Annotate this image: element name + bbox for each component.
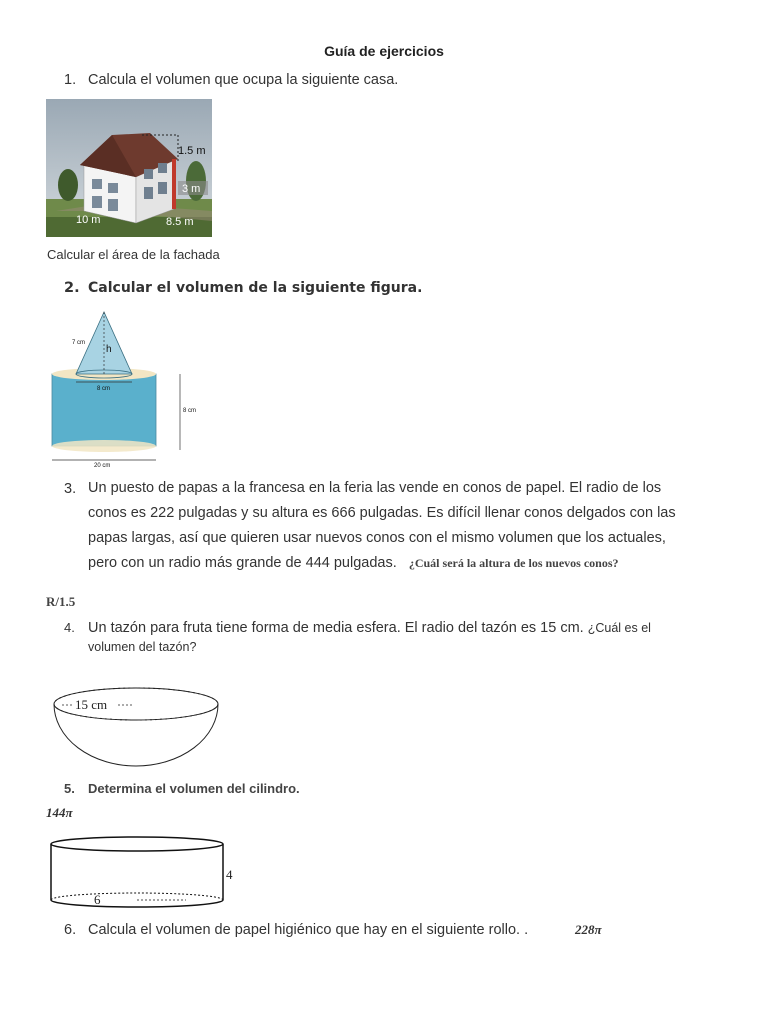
- cone-base-label: 8 cm: [97, 386, 111, 392]
- q4-question-b: volumen del tazón?: [88, 640, 197, 654]
- q3-line-4-text: pero con un radio más grande de 444 pulgadas.: [88, 555, 397, 571]
- q3-line-2: conos es 222 pulgadas y su altura es 666 pulgadas. Es difícil llenar conos delgados con las: [88, 505, 676, 521]
- q3-line-3: papas largas, así que quieren usar nuevos conos con el mismo volumen que los actuales,: [88, 530, 666, 546]
- q3-answer: R/1.5: [46, 594, 76, 609]
- house-width-label: 8.5 m: [166, 216, 194, 228]
- q6-text: Calcula el volumen de papel higiénico que hay en el siguiente rollo. .: [88, 922, 529, 938]
- q1-note: Calcular el área de la fachada: [47, 247, 220, 262]
- house-length-label: 10 m: [76, 214, 101, 226]
- cone-height-label: h: [106, 344, 112, 355]
- hemisphere-figure: [48, 682, 228, 772]
- house-roof-height-label: 1.5 m: [178, 145, 206, 157]
- q6-number: 6.: [64, 922, 77, 938]
- q3-paragraph: [88, 476, 728, 576]
- q3-line-1: Un puesto de papas a la francesa en la feria las vende en conos de papel. El radio de los: [88, 480, 662, 496]
- hemisphere-radius-label: 15 cm: [75, 697, 108, 712]
- q3-number: 3.: [64, 481, 77, 497]
- q4-question-a: ¿Cuál es el: [587, 621, 651, 635]
- cone-cylinder-figure: [46, 310, 206, 474]
- q1-text: Calcula el volumen que ocupa la siguiente casa.: [88, 72, 399, 88]
- q2-number: 2.: [64, 280, 80, 296]
- house-illustration: [46, 99, 212, 237]
- q5-number: 5.: [64, 781, 75, 796]
- cylinder-drawing: [46, 834, 246, 910]
- cylinder-figure: [46, 834, 246, 910]
- q3-question: ¿Cuál será la altura de los nuevos conos?: [408, 556, 619, 570]
- q3-line-4: [88, 551, 728, 576]
- cylinder-radius-value: 6: [94, 892, 101, 907]
- q5-text: Determina el volumen del cilindro.: [88, 781, 300, 796]
- hemisphere-drawing: [48, 682, 228, 772]
- q4-paragraph: [88, 619, 748, 657]
- cylinder-height-label: 8 cm: [183, 408, 197, 414]
- q6-answer: 228π: [575, 922, 602, 937]
- q1-number: 1.: [64, 72, 77, 88]
- q2-text: Calcular el volumen de la siguiente figura.: [88, 280, 423, 296]
- cylinder-base-label: 20 cm: [94, 463, 111, 469]
- q4-number: 4.: [64, 620, 75, 635]
- cone-cylinder-drawing: [46, 310, 206, 474]
- cylinder-height-value: 4: [226, 867, 233, 882]
- cone-slant-label: 7 cm: [72, 340, 86, 346]
- house-wall-height-label: 3 m: [182, 183, 201, 195]
- q4-text: Un tazón para fruta tiene forma de media esfera. El radio del tazón es 15 cm.: [88, 620, 584, 636]
- q5-answer: 144π: [46, 805, 73, 820]
- page-title: Guía de ejercicios: [324, 43, 444, 59]
- house-image: [46, 99, 212, 237]
